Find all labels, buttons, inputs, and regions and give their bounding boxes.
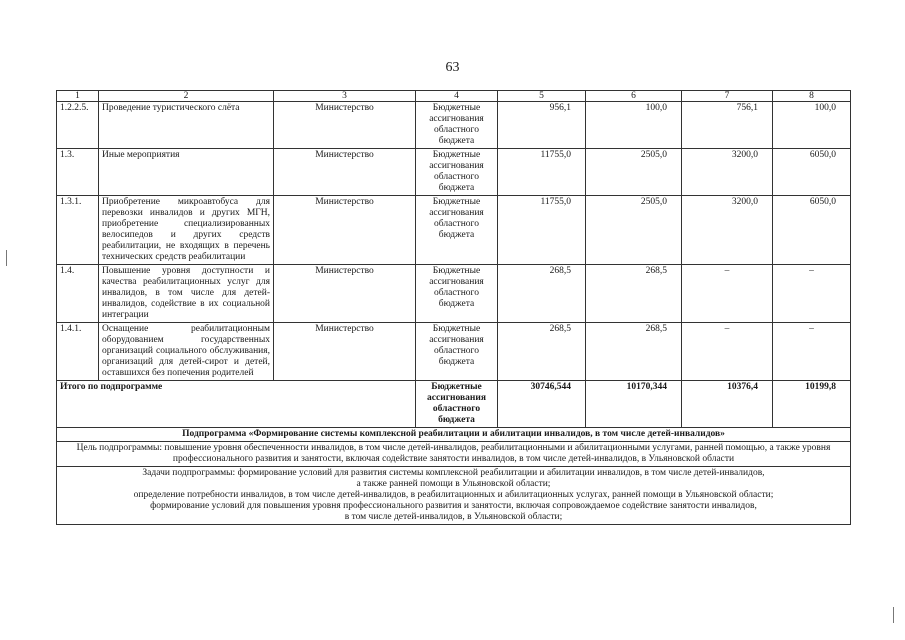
column-header: 2 [99, 91, 274, 102]
year-value: 6050,0 [773, 196, 851, 265]
scan-mark [6, 250, 7, 266]
table-row [57, 196, 851, 265]
subprogram-tasks: Задачи подпрограммы: формирование условий для развития системы комплексной реабилитации и абилитации инвалидов, в том числе детей-инвалидов, а также ранней помощи в Ульяновской области; определение потребности инвалидов, в том числе детей-инвалидов, в реабилитационных и абилитационных услугах, ранней помощи в Ульяновской области; формирование условий для повышения уровня профессионального развития и занятости, включая сопровождаемое содействие занятости инвалидов, в том числе детей-инвалидов, в Ульяновской области; [57, 467, 851, 525]
executor: Министерство [274, 102, 416, 149]
table-row [57, 265, 851, 323]
page-number: 63 [445, 60, 460, 75]
column-header: 7 [682, 91, 773, 102]
activity-name: Проведение туристического слёта [99, 102, 274, 149]
executor: Министерство [274, 265, 416, 323]
year-value: 3200,0 [682, 196, 773, 265]
total-value: 11755,0 [498, 196, 586, 265]
table-row [57, 323, 851, 381]
total-value: 30746,544 [498, 381, 586, 428]
year-value: 10170,344 [586, 381, 682, 428]
total-value: 11755,0 [498, 149, 586, 196]
year-value: – [773, 265, 851, 323]
year-value: 3200,0 [682, 149, 773, 196]
executor: Министерство [274, 323, 416, 381]
total-value: 268,5 [498, 323, 586, 381]
year-value: 2505,0 [586, 149, 682, 196]
funding-source: Бюджетные ассигнования областного бюджета [416, 102, 498, 149]
year-value: 10199,8 [773, 381, 851, 428]
row-number: 1.4. [57, 265, 99, 323]
year-value: 100,0 [773, 102, 851, 149]
executor: Министерство [274, 196, 416, 265]
table-row [57, 102, 851, 149]
total-value: 956,1 [498, 102, 586, 149]
year-value: 10376,4 [682, 381, 773, 428]
column-header: 6 [586, 91, 682, 102]
executor: Министерство [274, 149, 416, 196]
year-value: 2505,0 [586, 196, 682, 265]
budget-table [56, 90, 851, 525]
year-value: 268,5 [586, 265, 682, 323]
subprogram-title-row [57, 428, 851, 442]
funding-source: Бюджетные ассигнования областного бюджета [416, 323, 498, 381]
table-row [57, 149, 851, 196]
subprogram-title: Подпрограмма «Формирование системы комплексной реабилитации и абилитации инвалидов, в том числе детей-инвалидов» [57, 428, 851, 442]
year-value: 268,5 [586, 323, 682, 381]
column-header: 5 [498, 91, 586, 102]
year-value: – [682, 265, 773, 323]
total-row [57, 381, 851, 428]
activity-name: Приобретение микроавтобуса для перевозки инвалидов и других МГН, приобретение специализированных велосипедов и других средств реабилитации, не входящих в перечень технических средств реабилитации [99, 196, 274, 265]
funding-source: Бюджетные ассигнования областного бюджета [416, 196, 498, 265]
activity-name: Повышение уровня доступности и качества реабилитационных услуг для инвалидов, в том числе для детей-инвалидов, содействие в их социальной интеграции [99, 265, 274, 323]
year-value: – [682, 323, 773, 381]
total-value: 268,5 [498, 265, 586, 323]
year-value: 756,1 [682, 102, 773, 149]
column-header: 1 [57, 91, 99, 102]
year-value: – [773, 323, 851, 381]
row-number: 1.3. [57, 149, 99, 196]
year-value: 6050,0 [773, 149, 851, 196]
row-number: 1.2.2.5. [57, 102, 99, 149]
total-label: Итого по подпрограмме [57, 381, 416, 428]
funding-source: Бюджетные ассигнования областного бюджета [416, 265, 498, 323]
row-number: 1.3.1. [57, 196, 99, 265]
column-header: 8 [773, 91, 851, 102]
scan-mark [893, 607, 894, 623]
column-header-row [57, 91, 851, 102]
funding-source: Бюджетные ассигнования областного бюджета [416, 149, 498, 196]
column-header: 3 [274, 91, 416, 102]
column-header: 4 [416, 91, 498, 102]
tasks-row [57, 467, 851, 525]
activity-name: Оснащение реабилитационным оборудованием государственных организаций социального обслуживания, организаций для детей-сирот и детей, оставшихся без попечения родителей [99, 323, 274, 381]
activity-name: Иные мероприятия [99, 149, 274, 196]
row-number: 1.4.1. [57, 323, 99, 381]
subprogram-goal: Цель подпрограммы: повышение уровня обеспеченности инвалидов, в том числе детей-инвалидов, реабилитационными и абилитационными услугами, ранней помощью, а также уровня профессионального развития и занятости, включая содействие занятости инвалидов, в том числе детей-инвалидов, в Ульяновской области [57, 442, 851, 467]
goal-row [57, 442, 851, 467]
year-value: 100,0 [586, 102, 682, 149]
funding-source: Бюджетные ассигнования областного бюджета [416, 381, 498, 428]
